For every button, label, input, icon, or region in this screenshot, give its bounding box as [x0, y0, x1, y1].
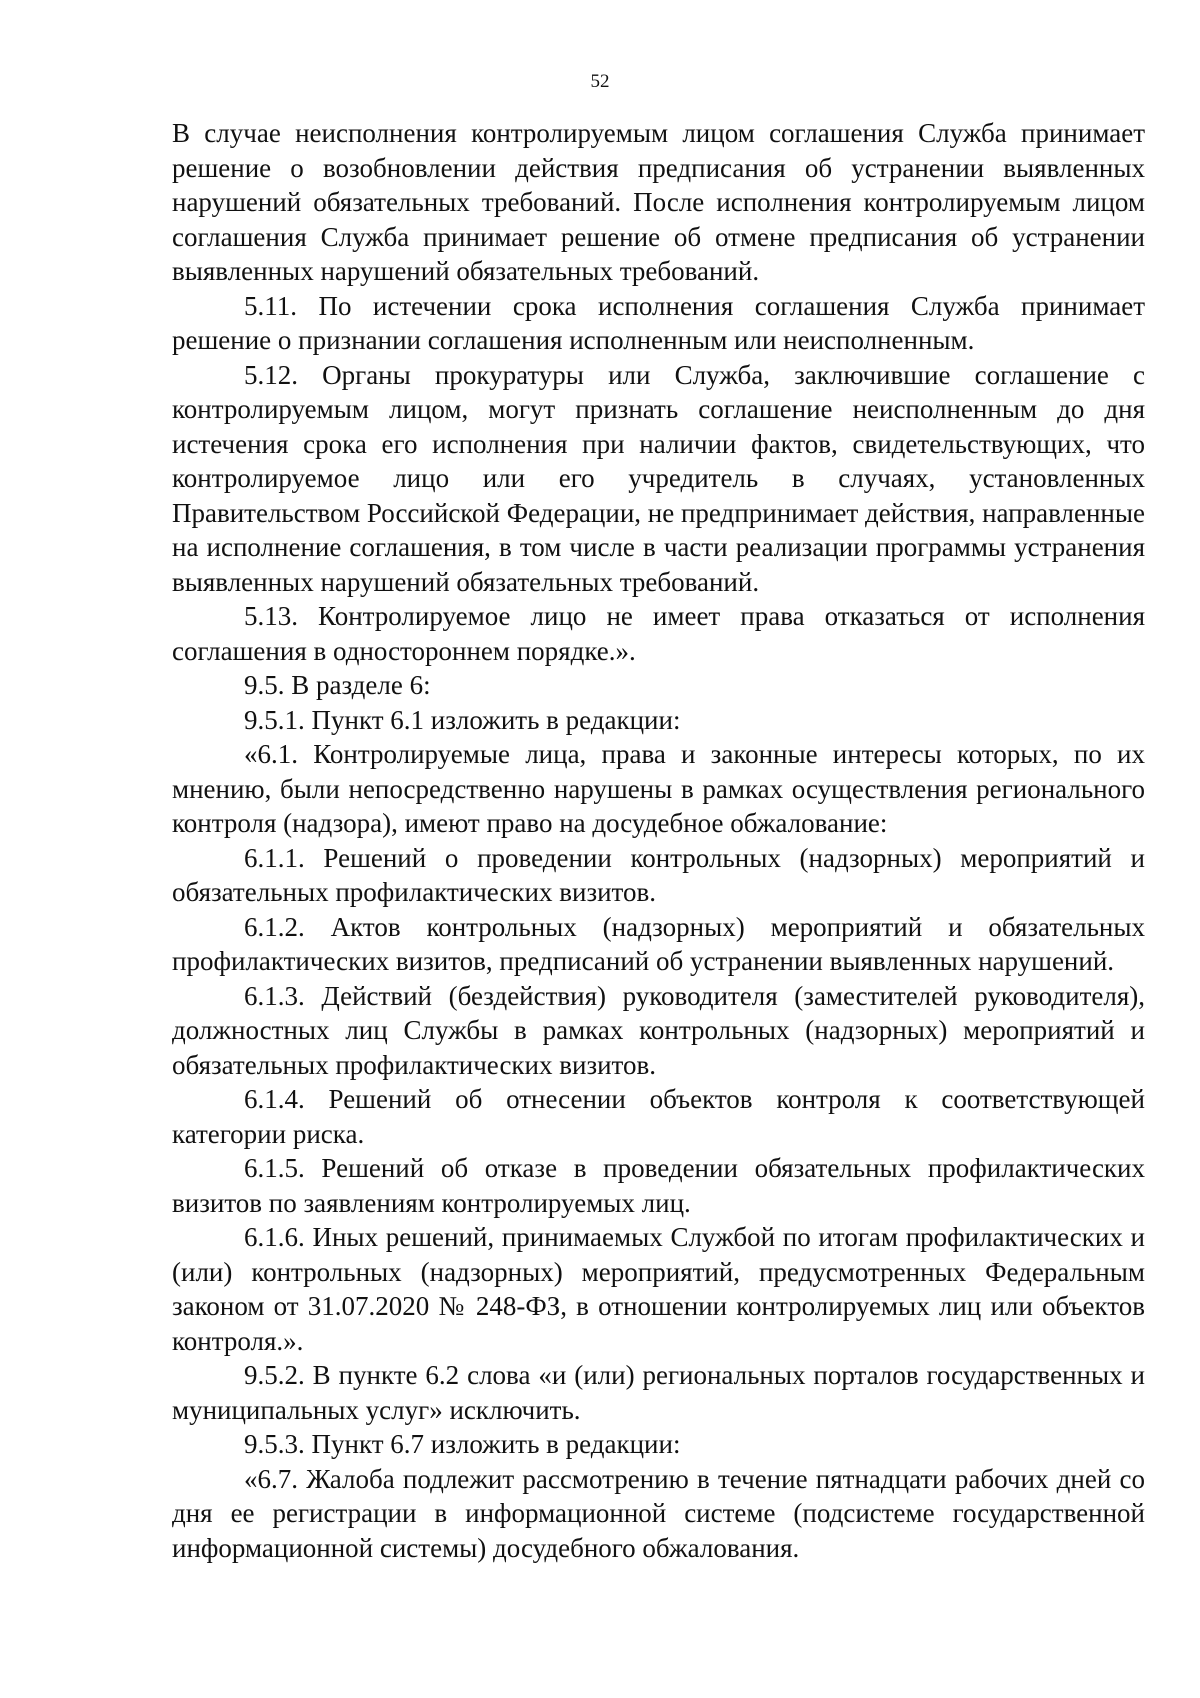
page-number: 52 — [590, 71, 610, 92]
paragraph-6-7: «6.7. Жалоба подлежит рассмотрению в течение пятнадцати рабочих дней со дня ее регистрации в информационной системе (подсистеме государственной информационной системы) досудебного обжалования. — [172, 1463, 1145, 1563]
paragraph-6-1-1: 6.1.1. Решений о проведении контрольных (надзорных) мероприятий и обязательных профилактических визитов. — [172, 842, 1145, 907]
paragraph-contract-violation: В случае неисполнения контролируемым лицом соглашения Служба принимает решение о возобновлении действия предписания об устранении выявленных нарушений обязательных требований. После исполнения контролируемым лицом соглашения Служба принимает решение об отмене предписания об устранении выявленных нарушений обязательных требований. — [172, 118, 1145, 286]
paragraph-5-12: 5.12. Органы прокуратуры или Служба, заключившие соглашение с контролируемым лицом, могут признать соглашение неисполненным до дня истечения срока его исполнения при наличии фактов, свидетельствующих, что контролируемое лицо или его учредитель в случаях, установленных Правительством Российской Федерации, не предпринимает действия, направленные на исполнение соглашения, в том числе в части реализации программы устранения выявленных нарушений обязательных требований. — [172, 359, 1145, 597]
paragraph-9-5-3: 9.5.3. Пункт 6.7 изложить в редакции: — [244, 1429, 681, 1459]
paragraph-6-1-6: 6.1.6. Иных решений, принимаемых Службой по итогам профилактических и (или) контрольных (надзорных) мероприятий, предусмотренных Федеральным законом от 31.07.2020 № 248-ФЗ, в отношении контролируемых лиц или объектов контроля.». — [172, 1222, 1145, 1356]
paragraph-5-13: 5.13. Контролируемое лицо не имеет права отказаться от исполнения соглашения в одностороннем порядке.». — [172, 601, 1145, 666]
paragraph-6-1-2: 6.1.2. Актов контрольных (надзорных) мероприятий и обязательных профилактических визитов, предписаний об устранении выявленных нарушений. — [172, 911, 1145, 976]
paragraph-9-5-2: 9.5.2. В пункте 6.2 слова «и (или) региональных порталов государственных и муниципальных услуг» исключить. — [172, 1360, 1145, 1425]
paragraph-6-1-3: 6.1.3. Действий (бездействия) руководителя (заместителей руководителя), должностных лиц Службы в рамках контрольных (надзорных) мероприятий и обязательных профилактических визитов. — [172, 980, 1145, 1080]
paragraph-9-5-1: 9.5.1. Пункт 6.1 изложить в редакции: — [244, 704, 681, 735]
paragraph-6-1-5: 6.1.5. Решений об отказе в проведении обязательных профилактических визитов по заявлениям контролируемых лиц. — [172, 1153, 1145, 1218]
paragraph-6-1: «6.1. Контролируемые лица, права и законные интересы которых, по их мнению, были непосредственно нарушены в рамках осуществления регионального контроля (надзора), имеют право на досудебное обжалование: — [172, 739, 1145, 838]
paragraph-6-1-4: 6.1.4. Решений об отнесении объектов контроля к соответствующей категории риска. — [172, 1084, 1145, 1149]
paragraph-9-5: 9.5. В разделе 6: — [244, 670, 431, 700]
paragraph-5-11: 5.11. По истечении срока исполнения соглашения Служба принимает решение о признании соглашения исполненным или неисполненным. — [172, 290, 1145, 355]
document-body — [172, 116, 1145, 1565]
